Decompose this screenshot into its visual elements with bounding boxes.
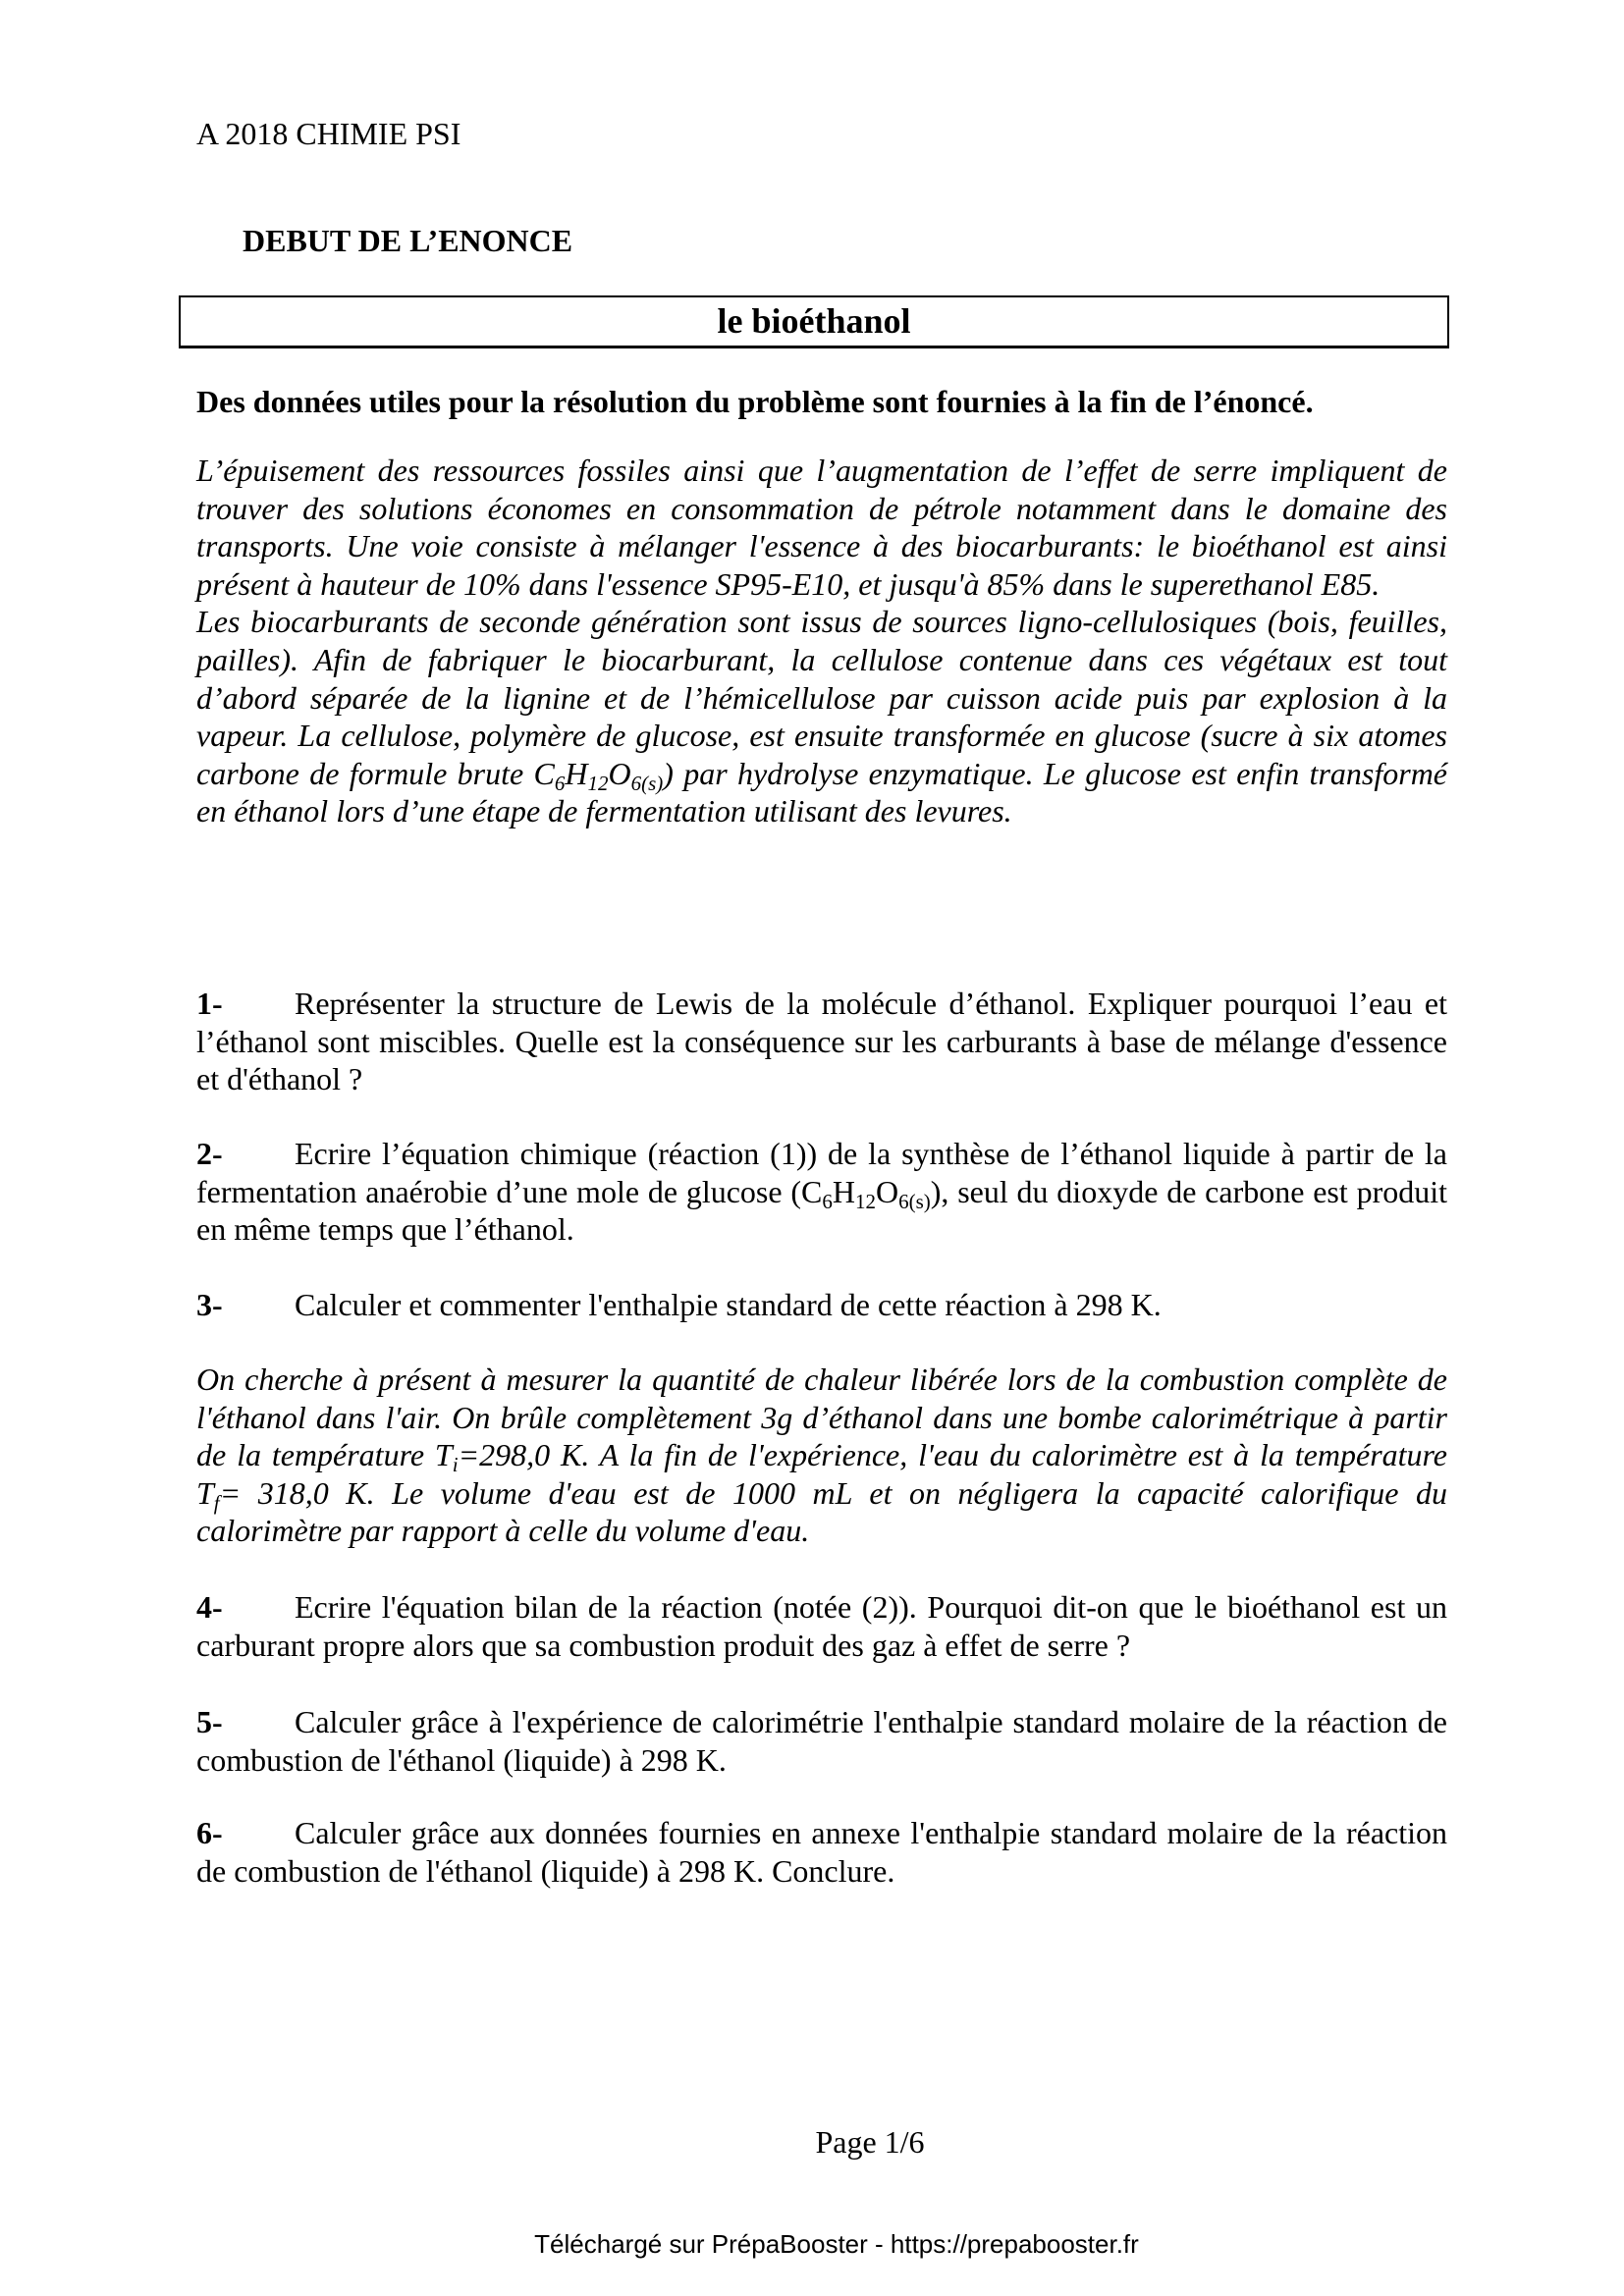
formula-subscript: 6(s) [630, 771, 664, 795]
calorimetry-text: =298,0 K. A la fin de l'expérience, l'eau du calorimètre est à la température T [196, 1437, 1448, 1511]
intro-paragraph-1: L’épuisement des ressources fossiles ainsi que l’augmentation de l’effet de serre impliquent de trouver des solutions économes en consommation de pétrole notamment dans le domaine des transports. Une voie consiste à mélanger l'essence à des biocarburants: le bioéthanol est ainsi présent à hauteur de 10% dans l'essence SP95-E10, et jusqu'à 85% dans le superethanol E85. [196, 453, 1447, 602]
question-number: 5- [196, 1704, 223, 1739]
question-text: ), seul du dioxyde de carbone est produit en même temps que l’éthanol. [196, 1173, 1448, 1248]
calorimetry-text: On cherche à présent à mesurer la quantité de chaleur libérée lors de la combustion complète de l'éthanol dans l'air. On brûle complètement 3g d’éthanol dans une bombe calorimétrique à partir de la température T [196, 1362, 1447, 1473]
page-number-container [0, 2123, 1624, 2162]
question-text: Calculer et commenter l'enthalpie standard de cette réaction à 298 K. [295, 1287, 1162, 1322]
question-text: Calculer grâce à l'expérience de calorimétrie l'enthalpie standard molaire de la réaction de combustion de l'éthanol (liquide) à 298 K. [196, 1704, 1447, 1778]
formula-subscript: 12 [587, 771, 609, 795]
question-4 [196, 1588, 1447, 1664]
formula-subscript: 6 [822, 1189, 833, 1213]
formula-subscript: 12 [854, 1189, 876, 1213]
question-text: Représenter la structure de Lewis de la molécule d’éthanol. Expliquer pourquoi l’eau et l’éthanol sont miscibles. Quelle est la conséquence sur les carburants à base de mélange d'essence et d'éthanol ? [196, 986, 1447, 1097]
formula-subscript: 6(s) [898, 1189, 931, 1213]
formula-element: H [832, 1173, 855, 1209]
formula-element: H [565, 755, 588, 791]
calorimetry-text: = 318,0 K. Le volume d'eau est de 1000 mL et on négligera la capacité calorifique du calorimètre par rapport à celle du volume d'eau. [196, 1474, 1447, 1549]
question-6 [196, 1814, 1447, 1890]
question-text: Ecrire l’équation chimique (réaction (1)) de la synthèse de l’éthanol liquide à partir de la fermentation anaérobie d’une mole de glucose ( [196, 1136, 1447, 1209]
notice: Des données utiles pour la résolution du problème sont fournies à la fin de l’énoncé. [196, 384, 1314, 419]
question-text: Ecrire l'équation bilan de la réaction (notée (2)). Pourquoi dit-on que le bioéthanol est un carburant propre alors que sa combustion produit des gaz à effet de serre ? [196, 1589, 1447, 1663]
formula-element: O [875, 1173, 899, 1209]
question-3 [196, 1286, 1447, 1324]
formula-element: C [533, 755, 555, 791]
question-1 [196, 985, 1447, 1098]
question-number: 1- [196, 986, 223, 1021]
formula-subscript: 6 [554, 771, 566, 795]
intro-paragraph-2 [196, 603, 1447, 830]
calorimetry-paragraph [196, 1361, 1447, 1550]
glucose-formula [533, 755, 664, 795]
ti-subscript: i [452, 1453, 459, 1477]
formula-element: O [608, 755, 631, 791]
tf-subscript: f [213, 1490, 220, 1515]
exam-label: A 2018 CHIMIE PSI [196, 116, 461, 151]
download-note: Téléchargé sur PrépaBooster - https://prepabooster.fr [534, 2229, 1139, 2259]
question-text: Calculer grâce aux données fournies en annexe l'enthalpie standard molaire de la réaction de combustion de l'éthanol (liquide) à 298 K. Conclure. [196, 1815, 1447, 1889]
formula-element: C [801, 1173, 823, 1209]
question-number: 3- [196, 1287, 223, 1322]
page-number: Page 1/6 [815, 2124, 925, 2160]
title-box [179, 295, 1449, 348]
intro-text: ) par hydrolyse enzymatique. Le glucose est enfin transformé en éthanol lors d’une étape de fermentation utilisant des levures. [196, 755, 1448, 829]
glucose-formula [801, 1173, 931, 1213]
question-number: 4- [196, 1589, 223, 1625]
start-label: DEBUT DE L’ENONCE [243, 223, 573, 258]
question-5 [196, 1703, 1447, 1779]
page-title: le bioéthanol [717, 301, 911, 341]
question-number: 2- [196, 1136, 223, 1171]
question-number: 6- [196, 1815, 223, 1850]
intro-text: Les biocarburants de seconde génération sont issus de sources ligno-cellulosiques (bois, feuilles, pailles). Afin de fabriquer le biocarburant, la cellulose contenue dans ces végétaux est tout d’abord séparée de la lignine et de l’hémicellulose par cuisson acide puis par explosion à la vapeur. La cellulose, polymère de glucose, est ensuite transformée en glucose (sucre à six atomes carbone de formule brute [196, 604, 1447, 791]
intro [196, 452, 1447, 830]
question-2 [196, 1135, 1447, 1249]
footer [0, 2228, 1624, 2260]
